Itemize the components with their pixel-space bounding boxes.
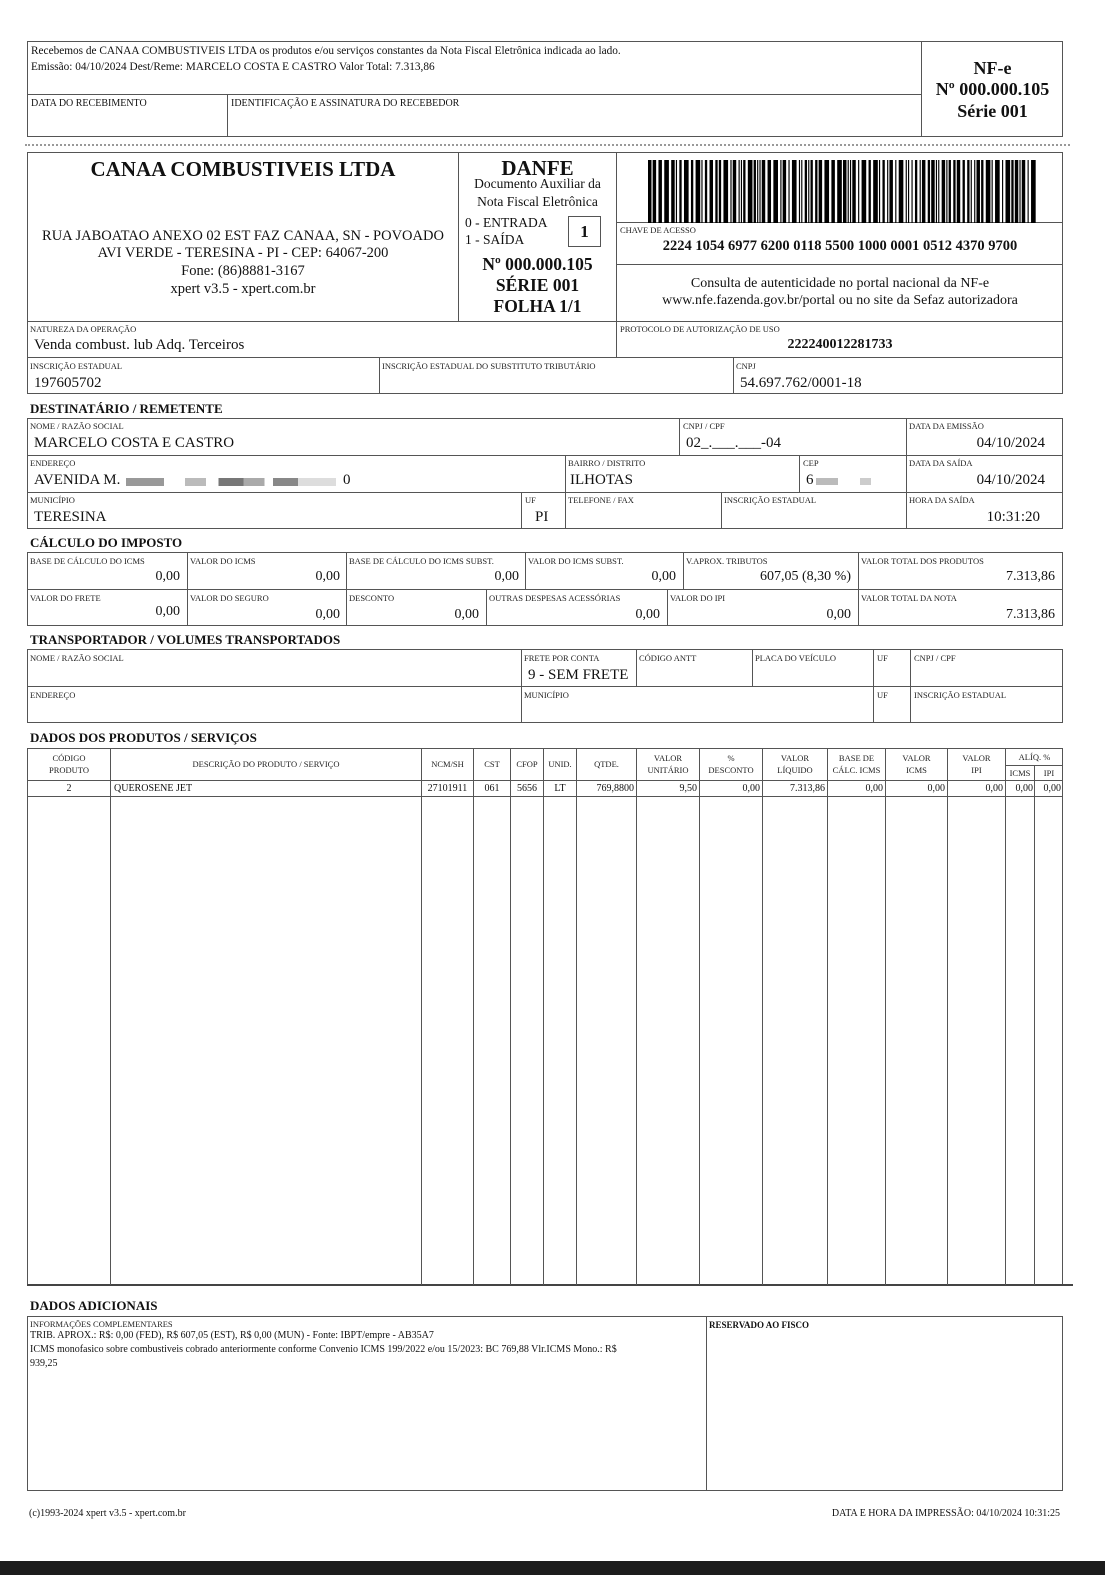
dest-cpf-value: 02_.___.___-04 <box>686 435 781 451</box>
divider <box>27 796 1063 797</box>
transp-municipio-label: MUNICÍPIO <box>524 690 569 700</box>
imposto-value: 0,00 <box>155 569 180 584</box>
divider <box>473 748 474 1285</box>
dest-cep-label: CEP <box>803 458 819 468</box>
barcode-bar <box>899 160 904 223</box>
transp-nome-label: NOME / RAZÃO SOCIAL <box>30 653 124 663</box>
col-header-text: VALOR <box>902 753 931 763</box>
divider <box>910 649 911 723</box>
dest-uf-value: PI <box>535 509 549 525</box>
barcode-bar <box>936 160 937 223</box>
consulta-line2: www.nfe.fazenda.gov.br/portal ou no site da Sefaz autorizadora <box>662 293 1018 308</box>
danfe-numero: Nº 000.000.105 <box>482 254 593 274</box>
divider <box>576 748 577 1285</box>
col-header-descricao: DESCRIÇÃO DO PRODUTO / SERVIÇO <box>192 759 340 769</box>
barcode-bar <box>696 160 701 223</box>
cell-vliq: 7.313,86 <box>790 783 825 794</box>
barcode-bar <box>971 160 972 223</box>
divider <box>379 357 380 394</box>
barcode-bar <box>653 160 656 223</box>
barcode-bar <box>788 160 789 223</box>
imposto-label: VALOR DO ICMS SUBST. <box>528 556 624 566</box>
imposto-value: 0,00 <box>315 569 340 584</box>
imposto-value: 0,00 <box>454 607 479 622</box>
divider <box>27 1284 1073 1286</box>
barcode-bar <box>671 160 674 223</box>
imposto-value: 607,05 (8,30 %) <box>760 569 851 584</box>
tipo-operacao-box: 1 <box>568 216 601 247</box>
natureza-label: NATUREZA DA OPERAÇÃO <box>30 324 137 334</box>
barcode-bar <box>759 160 760 223</box>
info-line2: ICMS monofasico sobre combustiveis cobrado anteriormente conforme Convenio ICMS 199/2022 e/ou 15/2023: BC 769,88 Vlr.ICMS Mono.: R$ <box>30 1344 617 1355</box>
barcode-bar <box>915 160 917 223</box>
barcode-bar <box>768 160 771 223</box>
barcode-bar <box>705 160 707 223</box>
barcode-bar <box>953 160 955 223</box>
transp-placa-label: PLACA DO VEÍCULO <box>755 653 837 663</box>
imposto-section-title: CÁLCULO DO IMPOSTO <box>30 535 183 550</box>
divider <box>27 589 1063 590</box>
barcode-bar <box>658 160 661 223</box>
barcode-bar <box>811 160 813 223</box>
ie-value: 197605702 <box>34 375 102 391</box>
imposto-label: BASE DE CÁLCULO DO ICMS <box>30 556 145 566</box>
barcode-bar <box>1006 160 1011 223</box>
divider <box>227 94 228 137</box>
dest-saida-value: 04/10/2024 <box>976 472 1045 488</box>
produtos-section-title: DADOS DOS PRODUTOS / SERVIÇOS <box>30 730 257 745</box>
divider <box>525 552 526 589</box>
canhoto-text-line2: Emissão: 04/10/2024 Dest/Reme: MARCELO COSTA E CASTRO Valor Total: 7.313,86 <box>31 61 435 73</box>
barcode-bar <box>773 160 778 223</box>
imposto-label: VALOR TOTAL DOS PRODUTOS <box>861 556 984 566</box>
imposto-value: 0,00 <box>826 607 851 622</box>
divider <box>421 748 422 1285</box>
natureza-value: Venda combust. lub Adq. Terceiros <box>34 337 245 353</box>
barcode-bar <box>730 160 731 223</box>
barcode-bar <box>1002 160 1003 223</box>
danfe-folha: FOLHA 1/1 <box>493 296 582 316</box>
danfe-title: DANFE <box>501 156 574 180</box>
barcode-bar <box>882 160 884 223</box>
barcode-bar <box>843 160 846 223</box>
divider <box>706 1316 707 1491</box>
divider <box>667 589 668 626</box>
data-recebimento-label: DATA DO RECEBIMENTO <box>31 98 147 109</box>
barcode-bar <box>895 160 896 223</box>
transp-ie-label: INSCRIÇÃO ESTADUAL <box>914 690 1007 700</box>
barcode-bar <box>701 160 702 223</box>
divider <box>679 418 680 455</box>
divider <box>799 455 800 492</box>
footer-print-datetime: DATA E HORA DA IMPRESSÃO: 04/10/2024 10:31:25 <box>831 1508 1060 1519</box>
col-header-bc-icms <box>828 752 885 776</box>
imposto-total-produtos: 7.313,86 <box>1006 569 1055 584</box>
fisco-label: RESERVADO AO FISCO <box>709 1320 810 1330</box>
col-header-vicms <box>886 752 947 776</box>
col-header-cfop: CFOP <box>516 759 538 769</box>
col-header-text: % <box>727 753 735 763</box>
imposto-value: 0,00 <box>494 569 519 584</box>
col-header-qtde: QTDE. <box>594 759 619 769</box>
transp-antt-label: CÓDIGO ANTT <box>639 653 697 663</box>
canhoto-text-line1: Recebemos de CANAA COMBUSTIVEIS LTDA os produtos e/ou serviços constantes da Nota Fiscal Eletrônica indicada ao lado. <box>31 45 621 57</box>
col-header-text: IPI <box>971 765 982 775</box>
info-line3: 939,25 <box>30 1358 58 1369</box>
imposto-label: VALOR TOTAL DA NOTA <box>861 593 957 603</box>
barcode-bar <box>938 160 939 223</box>
transp-uf2-label: UF <box>877 690 888 700</box>
produtos-table <box>27 748 1063 1285</box>
divider <box>27 455 1063 456</box>
col-header-codigo <box>28 752 110 776</box>
cell-cfop: 5656 <box>517 783 537 794</box>
dest-municipio-value: TERESINA <box>34 509 107 525</box>
barcode-bar <box>824 160 829 223</box>
col-header-aliq-ipi: IPI <box>1043 768 1055 778</box>
transp-uf-label: UF <box>877 653 888 663</box>
barcode-bar <box>679 160 681 223</box>
barcode-bar <box>911 160 912 223</box>
barcode-bar <box>920 160 921 223</box>
imposto-value: 0,00 <box>635 607 660 622</box>
divider <box>616 264 1063 265</box>
dest-endereco-label: ENDEREÇO <box>30 458 76 468</box>
destinatario-section-title: DESTINATÁRIO / REMETENTE <box>30 401 223 416</box>
dest-cpf-label: CNPJ / CPF <box>683 421 725 431</box>
col-header-text: PRODUTO <box>49 765 89 775</box>
barcode-bar <box>754 160 756 223</box>
col-header-vliq <box>763 752 827 776</box>
imposto-label: BASE DE CÁLCULO DO ICMS SUBST. <box>349 556 494 566</box>
barcode-bar <box>963 160 965 223</box>
cnpj-value: 54.697.762/0001-18 <box>740 375 862 391</box>
col-header-text: LÍQUIDO <box>777 765 813 775</box>
col-header-aliq-icms: ICMS <box>1009 768 1031 778</box>
ie-st-label: INSCRIÇÃO ESTADUAL DO SUBSTITUTO TRIBUTÁRIO <box>382 361 596 371</box>
imposto-label: VALOR DO IPI <box>670 593 726 603</box>
dest-endereco-end: 0 <box>343 472 351 488</box>
barcode-bar <box>739 160 740 223</box>
cell-bc-icms: 0,00 <box>865 783 883 794</box>
canhoto-nfe-serie: Série 001 <box>957 101 1028 121</box>
divider <box>1005 748 1006 1285</box>
cell-aliq-icms: 0,00 <box>1015 783 1033 794</box>
divider <box>486 589 487 626</box>
barcode-bar <box>1015 160 1018 223</box>
barcode-bar <box>889 160 892 223</box>
col-header-text: ICMS <box>906 765 927 775</box>
divider <box>699 748 700 1285</box>
barcode-bar <box>743 160 745 223</box>
screen-bottom-bar <box>0 1561 1105 1575</box>
imposto-label: VALOR DO FRETE <box>30 593 101 603</box>
divider <box>110 748 111 1285</box>
dest-municipio-label: MUNICÍPIO <box>30 495 75 505</box>
divider <box>510 748 511 1285</box>
col-header-text: VALOR <box>962 753 991 763</box>
divider <box>27 686 1063 687</box>
barcode-bar <box>719 160 721 223</box>
dest-nome-label: NOME / RAZÃO SOCIAL <box>30 421 124 431</box>
imposto-label: VALOR DO SEGURO <box>190 593 269 603</box>
cell-vunit: 9,50 <box>679 783 697 794</box>
barcode-bar <box>757 160 758 223</box>
danfe-entrada: 0 - ENTRADA <box>465 215 548 230</box>
dest-bairro-value: ILHOTAS <box>570 472 633 488</box>
barcode-bar <box>908 160 909 223</box>
divider <box>543 748 544 1285</box>
transportador-section-title: TRANSPORTADOR / VOLUMES TRANSPORTADOS <box>30 632 341 647</box>
redaction-mark <box>126 478 336 486</box>
barcode-bar <box>741 160 742 223</box>
barcode-bar <box>906 160 907 223</box>
col-header-vipi <box>948 752 1005 776</box>
imposto-total-nota: 7.313,86 <box>1006 607 1055 622</box>
divider <box>752 649 753 686</box>
divider <box>636 649 637 686</box>
barcode-bar <box>974 160 975 223</box>
barcode-bar <box>837 160 842 223</box>
barcode-bar <box>808 160 809 223</box>
info-label: INFORMAÇÕES COMPLEMENTARES <box>30 1319 173 1329</box>
canhoto-nfe-number: Nº 000.000.105 <box>935 79 1050 99</box>
divider <box>187 552 188 626</box>
cut-line <box>25 144 1070 146</box>
barcode-bar <box>1019 160 1020 223</box>
barcode-bar <box>792 160 797 223</box>
barcode-bar <box>858 160 859 223</box>
barcode-bar <box>981 160 983 223</box>
divider <box>858 552 859 626</box>
barcode-bar <box>780 160 781 223</box>
dest-emissao-label: DATA DA EMISSÃO <box>909 421 984 431</box>
barcode-bar <box>801 160 802 223</box>
barcode-bar <box>805 160 807 223</box>
transp-cnpj-label: CNPJ / CPF <box>914 653 956 663</box>
transp-frete-label: FRETE POR CONTA <box>524 653 600 663</box>
danfe-saida: 1 - SAÍDA <box>465 232 525 247</box>
imposto-label: DESCONTO <box>349 593 395 603</box>
danfe-serie: SÉRIE 001 <box>495 275 580 295</box>
barcode-bar <box>928 160 930 223</box>
cell-descricao: QUEROSENE JET <box>114 783 193 794</box>
barcode-bar <box>869 160 871 223</box>
divider <box>721 492 722 529</box>
barcode-bar <box>887 160 888 223</box>
imposto-value: 0,00 <box>315 607 340 622</box>
divider <box>873 649 874 723</box>
cell-codigo: 2 <box>66 783 72 794</box>
barcode-bar <box>848 160 849 223</box>
ie-label: INSCRIÇÃO ESTADUAL <box>30 361 123 371</box>
barcode-bar <box>648 160 651 223</box>
chave-value: 2224 1054 6977 6200 0118 5500 1000 0001 0512 4370 9700 <box>662 238 1018 254</box>
dest-hora-label: HORA DA SAÍDA <box>909 495 975 505</box>
divider <box>346 552 347 626</box>
cell-desconto: 0,00 <box>742 783 760 794</box>
divider <box>27 492 1063 493</box>
imposto-label: OUTRAS DESPESAS ACESSÓRIAS <box>489 593 621 603</box>
divider <box>827 748 828 1285</box>
barcode-bar <box>762 160 765 223</box>
divider <box>27 94 922 95</box>
divider <box>906 418 907 529</box>
barcode-bar <box>831 160 834 223</box>
divider <box>565 455 566 529</box>
cell-vipi: 0,00 <box>985 783 1003 794</box>
barcode-bar <box>995 160 1000 223</box>
emitente-phone: Fone: (86)8881-3167 <box>181 263 305 279</box>
cell-qtde: 769,8800 <box>596 783 634 794</box>
col-header-text: BASE DE <box>838 753 875 763</box>
barcode-bar <box>1011 160 1013 223</box>
col-header-desconto <box>700 752 762 776</box>
barcode <box>648 160 1038 223</box>
canhoto-nfe-title: NF-e <box>973 58 1012 78</box>
emitente-software: xpert v3.5 - xpert.com.br <box>170 281 316 297</box>
assinatura-label: IDENTIFICAÇÃO E ASSINATURA DO RECEBEDOR <box>231 98 460 109</box>
barcode-bar <box>733 160 736 223</box>
barcode-bar <box>992 160 993 223</box>
col-header-text: DESCONTO <box>708 765 754 775</box>
imposto-label: VALOR DO ICMS <box>190 556 256 566</box>
dest-emissao-value: 04/10/2024 <box>976 435 1045 451</box>
barcode-bar <box>664 160 669 223</box>
emitente-address2: AVI VERDE - TERESINA - PI - CEP: 64067-200 <box>97 245 389 261</box>
barcode-bar <box>1028 160 1029 223</box>
divider <box>947 748 948 1285</box>
danfe-subtitle2: Nota Fiscal Eletrônica <box>477 194 598 209</box>
col-header-text: VALOR <box>653 753 683 763</box>
barcode-bar <box>850 160 851 223</box>
imposto-value: 0,00 <box>651 569 676 584</box>
cell-ncm: 27101911 <box>427 783 468 794</box>
barcode-bar <box>879 160 880 223</box>
col-header-text: UNITÁRIO <box>647 765 689 775</box>
barcode-bar <box>967 160 969 223</box>
divider <box>27 780 1063 781</box>
cell-vicms: 0,00 <box>927 783 945 794</box>
emitente-name: CANAA COMBUSTIVEIS LTDA <box>90 157 396 181</box>
col-header-text: VALOR <box>780 753 810 763</box>
dest-saida-label: DATA DA SAÍDA <box>909 458 973 468</box>
col-header-unid: UNID. <box>548 759 572 769</box>
redaction-mark <box>816 478 871 485</box>
dest-bairro-label: BAIRRO / DISTRITO <box>568 458 646 468</box>
barcode-bar <box>873 160 878 223</box>
footer-software: (c)1993-2024 xpert v3.5 - xpert.com.br <box>29 1508 186 1519</box>
transp-endereco-label: ENDEREÇO <box>30 690 76 700</box>
imposto-label: V.APROX. TRIBUTOS <box>686 556 768 566</box>
cnpj-label: CNPJ <box>736 361 756 371</box>
protocolo-value: 222240012281733 <box>787 337 893 352</box>
transp-frete-value: 9 - SEM FRETE <box>528 667 629 683</box>
barcode-bar <box>715 160 717 223</box>
col-header-ncm: NCM/SH <box>431 759 464 769</box>
dest-ie-label: INSCRIÇÃO ESTADUAL <box>724 495 817 505</box>
dest-endereco-value: AVENIDA M. <box>34 472 121 488</box>
barcode-bar <box>1031 160 1036 223</box>
barcode-bar <box>862 160 867 223</box>
divider <box>521 492 522 529</box>
barcode-bar <box>852 160 855 223</box>
danfe-subtitle1: Documento Auxiliar da <box>474 176 601 191</box>
divider <box>885 748 886 1285</box>
barcode-bar <box>819 160 822 223</box>
emitente-address1: RUA JABOATAO ANEXO 02 EST FAZ CANAA, SN - POVOADO <box>42 228 444 244</box>
cell-aliq-ipi: 0,00 <box>1043 783 1061 794</box>
barcode-bar <box>922 160 925 223</box>
imposto-value: 0,00 <box>155 604 180 619</box>
barcode-bar <box>684 160 689 223</box>
barcode-bar <box>691 160 693 223</box>
dest-uf-label: UF <box>525 495 536 505</box>
info-line1: TRIB. APROX.: R$: 0,00 (FED), R$ 607,05 (EST), R$ 0,00 (MUN) - Fonte: IBPT/empre - AB35A7 <box>30 1330 434 1341</box>
consulta-line1: Consulta de autenticidade no portal nacional da NF-e <box>690 276 990 291</box>
adicionais-block <box>27 1316 1063 1491</box>
barcode-bar <box>931 160 934 223</box>
divider <box>762 748 763 1285</box>
cell-unid: LT <box>554 783 566 794</box>
dest-nome-value: MARCELO COSTA E CASTRO <box>34 435 235 451</box>
barcode-bar <box>986 160 991 223</box>
barcode-bar <box>957 160 960 223</box>
col-header-text: CÁLC. ICMS <box>832 765 881 775</box>
col-header-cst: CST <box>484 759 500 769</box>
barcode-bar <box>946 160 947 223</box>
barcode-bar <box>815 160 817 223</box>
col-header-text: CÓDIGO <box>52 753 86 763</box>
col-header-vunit <box>637 752 699 776</box>
barcode-bar <box>723 160 728 223</box>
divider <box>636 748 637 1285</box>
dest-cep-value: 6 <box>806 472 814 488</box>
divider <box>733 357 734 394</box>
divider <box>683 552 684 589</box>
barcode-bar <box>942 160 945 223</box>
divider <box>1034 765 1035 1285</box>
adicionais-section-title: DADOS ADICIONAIS <box>30 1298 158 1313</box>
barcode-bar <box>783 160 786 223</box>
barcode-bar <box>1022 160 1025 223</box>
barcode-bar <box>710 160 713 223</box>
protocolo-label: PROTOCOLO DE AUTORIZAÇÃO DE USO <box>620 324 780 334</box>
divider <box>521 649 522 723</box>
barcode-bar <box>748 160 753 223</box>
barcode-bar <box>676 160 677 223</box>
barcode-bar <box>976 160 979 223</box>
col-header-aliq: ALÍQ. % <box>1018 752 1051 762</box>
chave-label: CHAVE DE ACESSO <box>620 225 696 235</box>
dest-telefone-label: TELEFONE / FAX <box>568 495 634 505</box>
barcode-bar <box>949 160 951 223</box>
barcode-bar <box>799 160 800 223</box>
cell-cst: 061 <box>484 783 500 794</box>
dest-hora-value: 10:31:20 <box>986 509 1040 525</box>
